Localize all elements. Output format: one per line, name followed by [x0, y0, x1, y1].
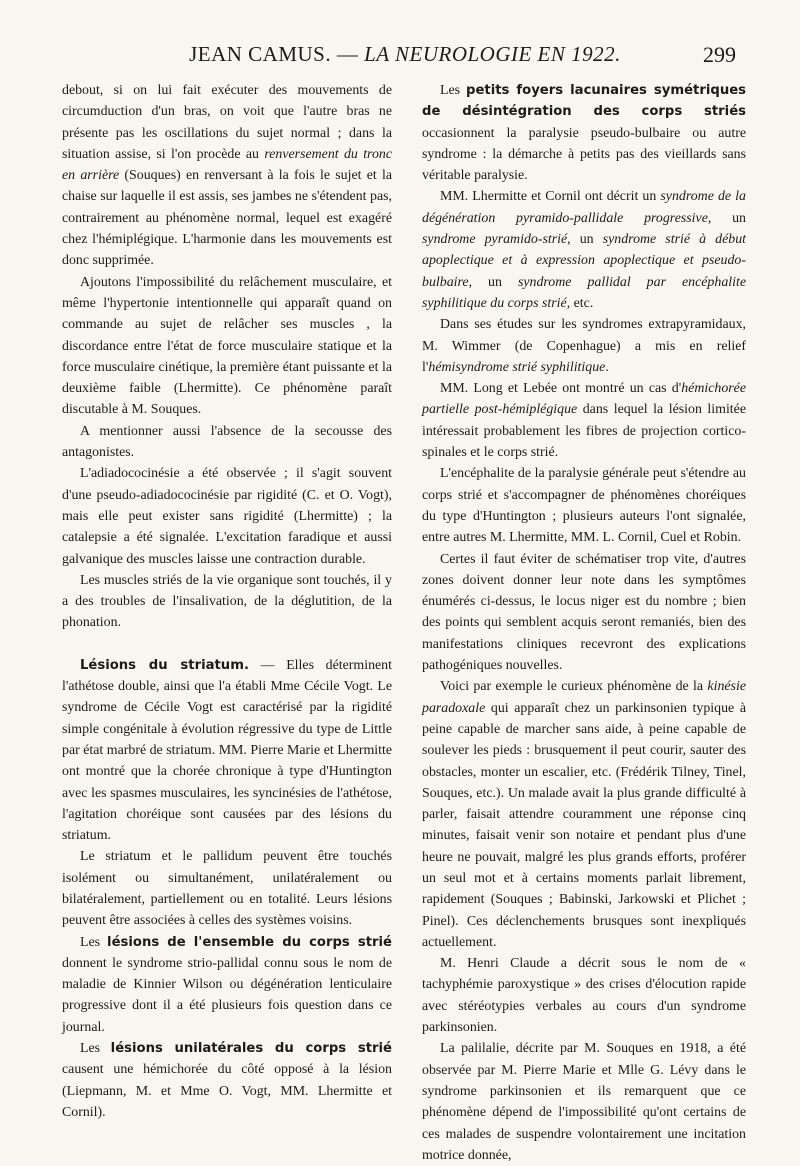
paragraph: Les muscles striés de la vie organique sont touchés, il y a des troubles de l'insalivation, de la déglutition, de la phonation.: [62, 572, 392, 631]
paragraph: La palilalie, décrite par M. Souques en 1918, a été observée par M. Pierre Marie et Mlle G. Lévy dans le syndrome parkinsonien et ils remarquent que ce phénomène dépend de l'impossibilité qu'ont certains de ces malades de suspendre volontairement une incitation motrice donnée,: [422, 1041, 746, 1163]
paragraph: M. Henri Claude a décrit sous le nom de « tachyphémie paroxystique » des crises d'élocution rapide avec stéréotypies verbales au cours d'un syndrome parkinsonien.: [422, 956, 746, 1036]
paragraph: Dans ses études sur les syndromes extrapyramidaux, M. Wimmer (de Copenhague) a mis en relief l'hémisyndrome strié syphilitique.: [422, 317, 746, 375]
paragraph: Les lésions de l'ensemble du corps strié donnent le syndrome strio-pallidal connu sous le nom de maladie de Kinnier Wilson ou dégénération lenticulaire progressive dont il a été plusieurs fois question dans ce journal.: [62, 934, 393, 1035]
paragraph: Les lésions unilatérales du corps strié causent une hémichorée du côté opposé à la lésion (Liepmann, M. et Mme O. Vogt, MM. Lhermitte et Cornil).: [62, 1041, 392, 1120]
paragraph: Les petits foyers lacunaires symétriques de désintégration des corps striés occasionnent la paralysie pseudo-bulbaire ou autre syndrome : la démarche à petits pas des vieillards sans véritable paralysie.: [422, 83, 747, 184]
paragraph: MM. Long et Lebée ont montré un cas d'hémichorée partielle post-hémiplégique dans lequel la lésion limitée intéressait probablement les fibres de projection cortico-spinales et le corps strié.: [422, 381, 746, 461]
paragraph: Certes il faut éviter de schématiser trop vite, d'autres zones doivent donner leur note dans les symptômes énumérés ci-dessus, le locus niger est du nombre ; bien des points qui semblent acquis seront remaniés, bien des manifestations cliniques recevront des explications pathogéniques nouvelles.: [422, 551, 746, 674]
paragraph: Ajoutons l'impossibilité du relâchement musculaire, et même l'hypertonie intentionnelle qui apparaît quand on commande au sujet de relâcher ses muscles , la discordance entre l'état de force musculaire statique et la force musculaire cinétique, la première étant puissante et la deuxième faible (Lhermitte). Ce phénomène paraît discutable à M. Souques.: [62, 274, 392, 418]
left-column: [62, 80, 392, 1123]
header-author: JEAN CAMUS.: [189, 42, 332, 66]
section-heading: Lésions du striatum.: [80, 657, 249, 673]
header-dash: —: [331, 42, 365, 66]
paragraph: A mentionner aussi l'absence de la secousse des antagonistes.: [62, 423, 392, 461]
page-number: 299: [703, 42, 736, 67]
running-header: [0, 42, 800, 72]
paragraph: Le striatum et le pallidum peuvent être touchés isolément ou simultanément, unilatéralement ou bilatéralement, partiellement ou en totalité. Leurs lésions peuvent être associées à celles des systèmes voisins.: [62, 849, 392, 929]
paragraph: L'adiadococinésie a été observée ; il s'agit souvent d'une pseudo-adiadococinésie par rigidité (C. et O. Vogt), mais elle peut exister sans rigidité (Lhermitte) ; la catalepsie a été signalée. L'excitation faradique et aussi galvanique des muscles laisse une contraction durable.: [62, 466, 392, 567]
paragraph: Voici par exemple le curieux phénomène de la kinésie paradoxale qui apparaît chez un parkinsonien typique à peine capable de marcher sans aide, à peine capable de soulever les pieds : brusquement il peut courir, sauter des obstacles, monter un escalier, etc. (Frédérik Tilney, Tinel, Souques, etc.). Un malade avait la plus grande difficulté à parler, faisait attendre couramment une réponse cinq minutes, faisait venir son notaire et pendant plus d'une heure ne pouvait, malgré les plus grands efforts, proférer un seul mot et à certains moments parlait librement, rapidement (Souques ; Babinski, Jarkowski et Plichet ; Pinel). Ces déclenchements brusques sont inexpliqués actuellement.: [422, 679, 746, 950]
paragraph: L'encéphalite de la paralysie générale peut s'étendre au corps strié et s'accompagner de phénomènes choréiques du type d'Huntington ; plusieurs auteurs l'ont signalée, entre autres M. Lhermitte, MM. L. Cornil, Cuel et Robin.: [422, 466, 746, 546]
paragraph: MM. Lhermitte et Cornil ont décrit un syndrome de la dégénération pyramido-pallidale progressive, un syndrome pyramido-strié, un syndrome strié à début apoplectique et à expression apoplectique et pseudo-bulbaire, un syndrome pallidal par encéphalite syphilitique du corps strié, etc.: [422, 189, 747, 311]
section-paragraph: Lésions du striatum. — Elles déterminent l'athétose double, ainsi que l'a établi Mme Cécile Vogt. Le syndrome de Cécile Vogt est caractérisé par la rigidité simple congénitale à évolution régressive du type de Little par état marbré de striatum. MM. Pierre Marie et Lhermitte ont montré que la chorée chronique à type d'Huntington avec les spasmes musculaires, les syncinésies de l'athétose, l'agitation choréique sont causées par des lésions du striatum.: [62, 657, 392, 844]
right-column: [422, 80, 746, 1166]
running-title: [170, 42, 640, 67]
header-journal: LA NEUROLOGIE EN 1922.: [364, 42, 621, 66]
paragraph: debout, si on lui fait exécuter des mouvements de circumduction d'un bras, on voit que l'autre bras ne présente pas les oscillations du sujet normal ; dans la situation assise, si l'on procède au renversement du tronc en arrière (Souques) en renversant à la fois le sujet et la chaise sur laquelle il est assis, ses jambes ne s'étendent pas, contrairement au phénomène normal, lequel est exagéré chez l'hémiplégique. L'harmonie dans les mouvements est donc supprimée.: [62, 83, 393, 269]
